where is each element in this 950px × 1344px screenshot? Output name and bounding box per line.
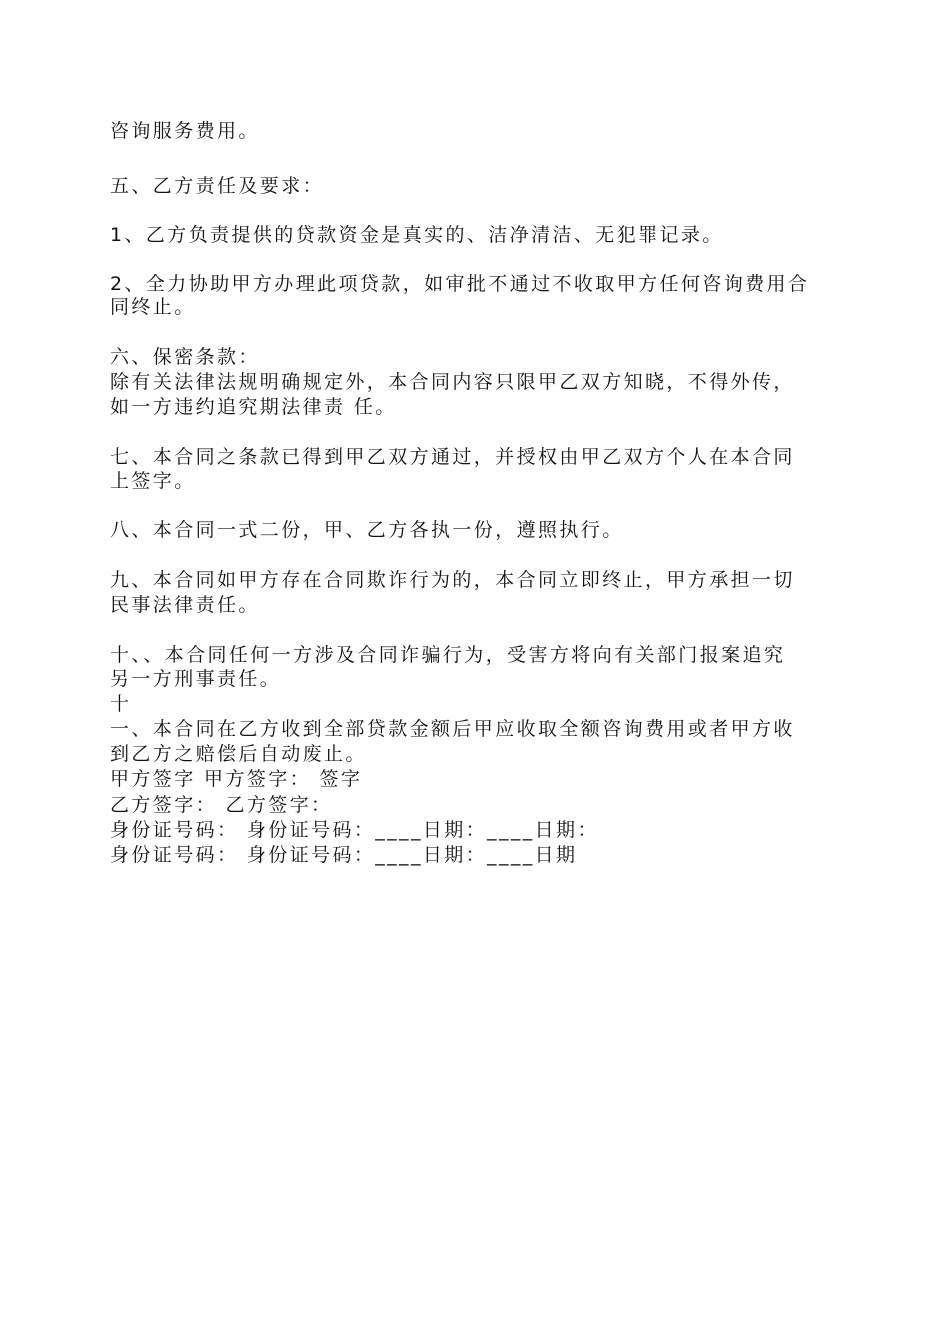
text-line: 九、本合同如甲方存在合同欺诈行为的，本合同立即终止，甲方承担一切 [110,569,795,591]
text-line: 除有关法律法规明确规定外，本合同内容只限甲乙双方知晓，不得外传， [110,371,795,393]
text-line: 1、乙方负责提供的贷款资金是真实的、洁净清洁、无犯罪记录。 [110,224,724,246]
id-date-line: 身份证号码： 身份证号码：____日期：____日期： [110,819,599,841]
signature-line: 乙方签字： 乙方签字： [110,794,333,816]
text-line: 到乙方之赔偿后自动废止。 [110,743,367,765]
id-date-line: 身份证号码： 身份证号码：____日期：____日期 [110,844,578,866]
text-line: 十 [110,693,132,715]
section-heading: 五、乙方责任及要求： [110,175,325,197]
text-line: 十、、本合同任何一方涉及合同诈骗行为，受害方将向有关部门报案追究 [110,644,786,666]
text-line: 同终止。 [110,296,196,318]
text-line: 民事法律责任。 [110,594,260,616]
text-line: 一、本合同在乙方收到全部贷款金额后甲应收取全额咨询费用或者甲方收 [110,718,795,740]
text-line: 另一方刑事责任。 [110,668,282,690]
text-line: 2、全力协助甲方办理此项贷款，如审批不通过不收取甲方任何咨询费用合 [110,273,810,295]
text-line: 上签字。 [110,470,196,492]
section-heading: 六、保密条款： [110,346,260,368]
text-line: 咨询服务费用。 [110,120,260,142]
text-line: 八、本合同一式二份，甲、乙方各执一份，遵照执行。 [110,519,624,541]
text-line: 七、本合同之条款已得到甲乙双方通过，并授权由甲乙双方个人在本合同 [110,446,795,468]
signature-line: 甲方签字 甲方签字： 签字 [110,768,363,790]
text-line: 如一方违约追究期法律责 任。 [110,396,397,418]
